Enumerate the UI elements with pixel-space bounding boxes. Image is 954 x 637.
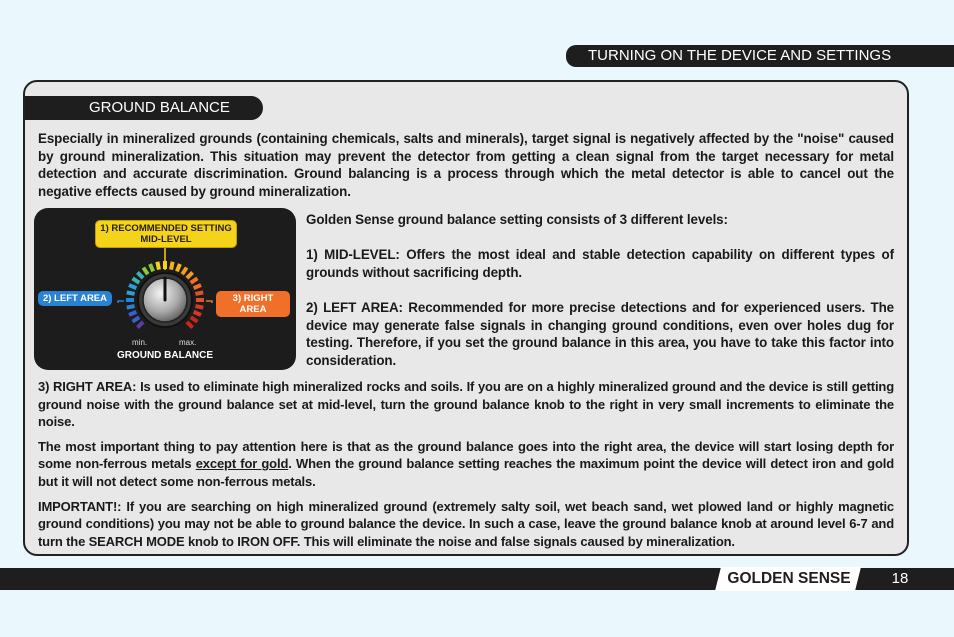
details-block [38, 378, 894, 557]
right-pointer-line [206, 301, 212, 303]
dial-tick [137, 272, 143, 278]
intro-paragraph: Especially in mineralized grounds (containing chemicals, salts and minerals), target signal is negatively affected by the "noise" caused by ground mineralization. This situation may prevent the detector from getting a clean signal from the target necessary for metal detection and accurate discrimination. Ground balancing is a process through which the metal detector is able to cancel out the negative effects caused by ground mineralization. [38, 131, 894, 199]
section-header: TURNING ON THE DEVICE AND SETTINGS [566, 45, 954, 67]
right-area-label: 3) RIGHT AREA [216, 291, 290, 317]
dial-tick [143, 268, 147, 275]
dial-tick [171, 262, 173, 270]
dial-tick [195, 292, 203, 294]
ground-balance-panel [23, 80, 909, 556]
dial-tick [191, 278, 198, 282]
dial-tick [133, 317, 140, 321]
depth-note-part2: . When the ground balance setting reaches the maximum point the device will detect iron and gold but it will not detect some non-ferrous metals. [38, 456, 894, 489]
dial-tick [157, 262, 159, 270]
dial-tick [177, 264, 180, 271]
dial-tick [195, 306, 203, 308]
depth-note-underlined: except for gold [195, 456, 289, 472]
dial-tick [127, 306, 135, 308]
dial-tick [137, 322, 143, 328]
max-label: max. [179, 338, 197, 347]
dial-tick [187, 322, 193, 328]
panel-title: GROUND BALANCE [25, 96, 263, 120]
dial-tick [182, 268, 186, 275]
dial-tick [133, 278, 140, 282]
recommended-setting-label: 1) RECOMMENDED SETTING MID-LEVEL [95, 220, 237, 248]
ground-balance-figure [34, 208, 296, 370]
dial-tick [129, 312, 136, 315]
figure-caption: GROUND BALANCE [116, 350, 214, 361]
dial-tick [187, 272, 193, 278]
level-right: 3) RIGHT AREA: Is used to eliminate high mineralized rocks and soils. If you are on a highly mineralized ground and the device is still getting ground noise with the ground balance set at mid-level, turn the ground balance knob to the right in very small increments to eliminate the noise. [38, 379, 894, 430]
dial-tick [191, 317, 198, 321]
dial-tick [127, 292, 135, 294]
depth-note-part1: The most important thing to pay attention here is that as the ground balance goes into the right area, the device will start losing depth for some non-ferrous metals [38, 438, 894, 472]
important-note: IMPORTANT!: If you are searching on high mineralized ground (extremely salty soil, wet beach sand, wet plowed land or highly magnetic ground conditions) you may not be able to ground balance the device. In such a case, leave the ground balance knob at around level 6-7 and turn the SEARCH MODE knob to IRON OFF. This will eliminate the noise and false signals caused by mineralization. [38, 498, 894, 549]
dial-tick [194, 285, 201, 288]
depth-note [38, 438, 894, 491]
brand-name: GOLDEN SENSE [727, 570, 851, 587]
min-label: min. [132, 338, 148, 347]
left-pointer-line [118, 301, 124, 303]
levels-intro: Golden Sense ground balance setting consists of 3 different levels: [306, 212, 728, 227]
dial-tick [150, 264, 153, 271]
page-number: 18 [891, 570, 909, 587]
level-mid: 1) MID-LEVEL: Offers the most ideal and stable detection capability on different types of grounds without sacrificing depth. [306, 247, 894, 280]
level-left: 2) LEFT AREA: Recommended for more precise detections and for experienced users. The device may generate false signals in changing ground conditions, even over holes dug for testing. Therefore, if you set the ground balance in this area, you have to take this factor into consideration. [306, 299, 894, 368]
levels-description [306, 211, 894, 369]
dial-tick [129, 285, 136, 288]
dial-tick [194, 312, 201, 315]
left-area-label: 2) LEFT AREA [38, 291, 112, 306]
